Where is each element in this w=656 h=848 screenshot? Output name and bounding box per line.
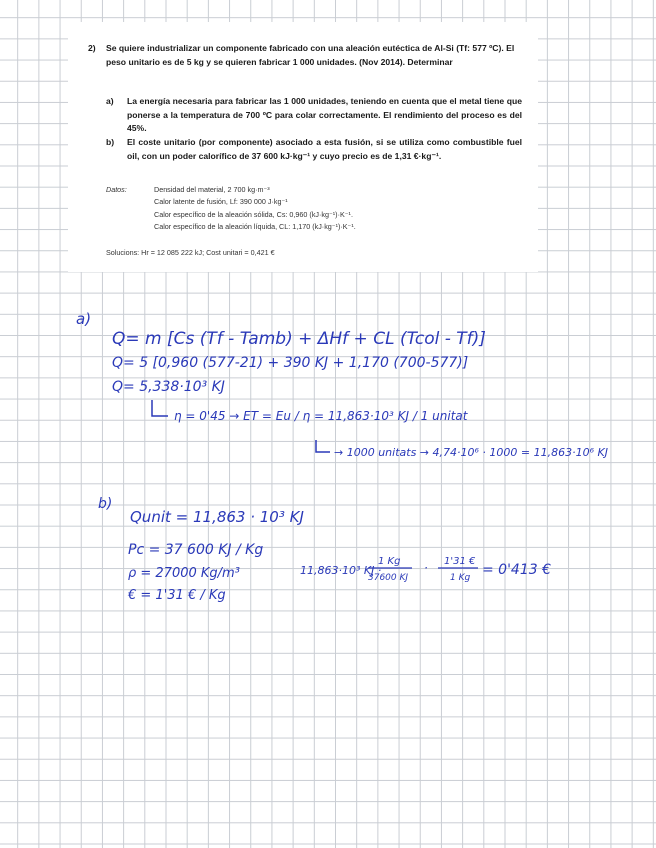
b-calc-lead: 11,863·10³ KJ · (300, 564, 382, 577)
statement-text: Se quiere industrializar un componente fabricado con una aleación eutéctica de Al-Si (Tf: 577 ºC). El peso unitario es de 5 kg y se quieren fabricar 1 000 unidades. (Nov 2014). Determinar (106, 43, 515, 67)
solutions-line: Solucions: Hr = 12 085 222 kJ; Cost unitari = 0,421 € (106, 248, 275, 257)
item-a-label: a) (106, 96, 114, 106)
b-result: = 0'413 € (482, 562, 552, 578)
part-b-label: b) (98, 496, 113, 512)
a-energy-formula: Q= m [Cs (Tf - Tamb) + ΔHf + CL (Tcol - Tf)] (112, 329, 486, 349)
b-fraction2-numerator: 1'31 € (444, 556, 476, 567)
a-substitution: Q= 5 [0,960 (577-21) + 390 KJ + 1,170 (700-577)] (112, 355, 469, 371)
datos-label: Datos: (106, 185, 127, 194)
arrow-branch-2 (316, 440, 330, 452)
b-calorific-power: Pc = 37 600 KJ / Kg (128, 542, 264, 558)
b-unit-energy: Qunit = 11,863 · 10³ KJ (130, 508, 304, 526)
problem-number: 2) (88, 43, 96, 53)
part-a-label: a) (76, 310, 92, 328)
datos-density: Densidad del material, 2 700 kg·m⁻³ (154, 185, 270, 194)
b-multiply-dot: · (424, 561, 428, 575)
item-a-text: La energía necesaria para fabricar las 1 000 unidades, teniendo en cuenta que el metal tiene que ponerse a la temperatura de 700 ºC para colar correctamente. El rendimiento del proceso es del 45%. (127, 96, 522, 133)
b-price: € = 1'31 € / Kg (128, 588, 226, 603)
item-b-label: b) (106, 137, 115, 147)
b-fraction1-denominator: 37600 KJ (368, 573, 409, 583)
b-fraction1-numerator: 1 Kg (378, 556, 401, 567)
a-result: Q= 5,338·10³ KJ (112, 379, 225, 395)
datos-latent-heat: Calor latente de fusión, Lf: 390 000 J·kg⁻¹ (154, 197, 288, 207)
b-fraction2-denominator: 1 Kg (450, 573, 471, 583)
a-efficiency: η = 0'45 → ET = Eu / η = 11,863·10³ KJ / 1 unitat (174, 409, 468, 423)
datos-specific-heat-solid: Calor específico de la aleación sólida, Cs: 0,960 (kJ·kg⁻¹)·K⁻¹. (154, 209, 353, 219)
arrow-branch-1 (152, 400, 168, 416)
b-density: ρ = 27000 Kg/m³ (128, 566, 240, 581)
datos-specific-heat-liquid: Calor específico de la aleación líquida, CL: 1,170 (kJ·kg⁻¹)·K⁻¹. (154, 222, 356, 232)
a-total-units: → 1000 unitats → 4,74·10⁶ · 1000 = 11,863·10⁶ KJ (334, 446, 608, 459)
item-b-text: El coste unitario (por componente) asociado a esta fusión, si se utiliza como combustible fuel oil, con un poder calorífico de 37 600 kJ·kg⁻¹ y cuyo precio es de 1,31 €·kg⁻¹. (127, 137, 522, 161)
